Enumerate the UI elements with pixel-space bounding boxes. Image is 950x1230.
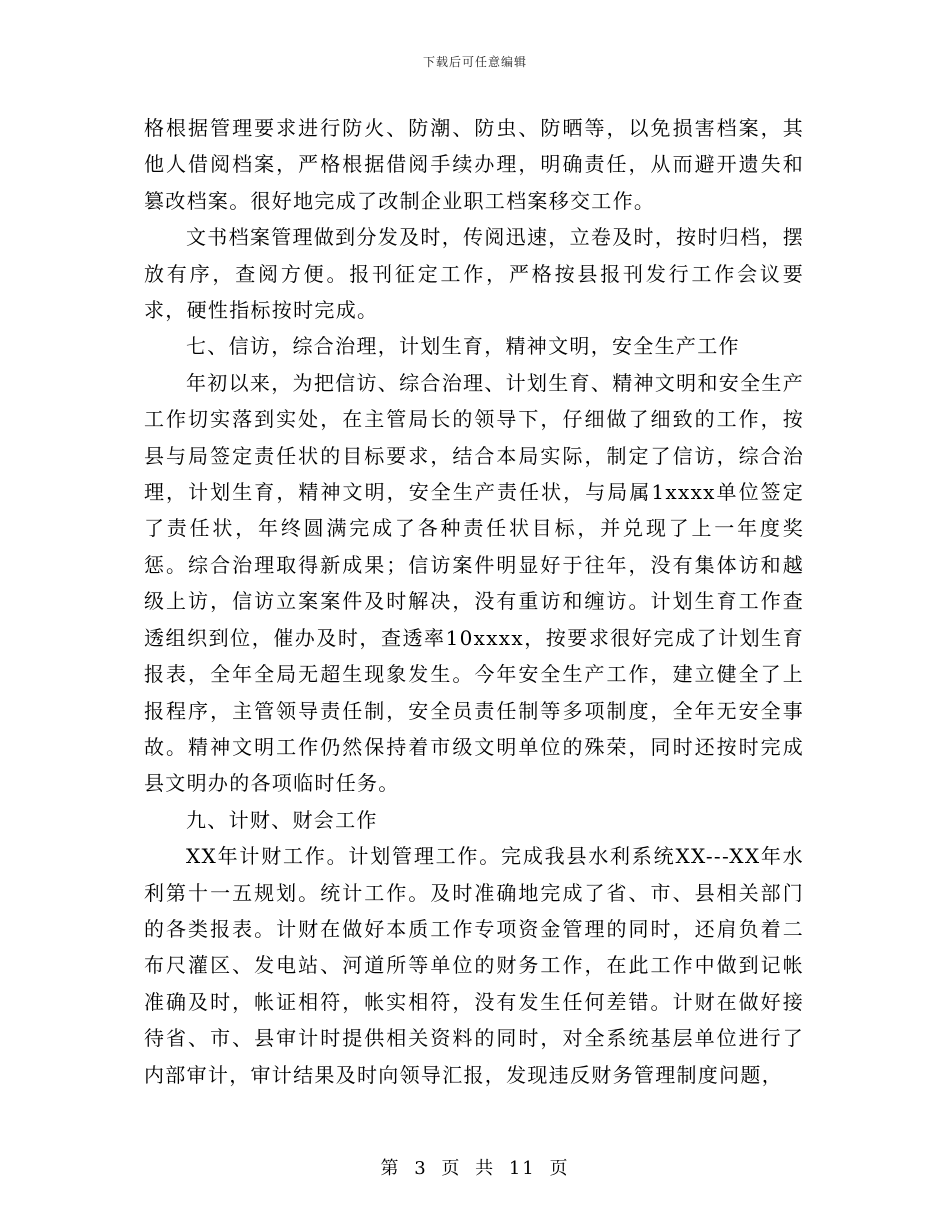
paragraph-finance-work: XX年计财工作。计划管理工作。完成我县水利系统XX---XX年水利第十一五规划。统计工作。及时准确地完成了省、市、县相关部门的各类报表。计财在做好本质工作专项资金管理的同时，还肩负着二布尺灌区、发电站、河道所等单位的财务工作，在此工作中做到记帐准确及时，帐证相符，帐实相符，没有发生任何差错。计财在做好接待省、市、县审计时提供相关资料的同时，对全系统基层单位进行了内部审计，审计结果及时向领导汇报，发现违反财务管理制度问题， — [144, 844, 804, 1087]
paragraph-archive-protection: 格根据管理要求进行防火、防潮、防虫、防晒等，以免损害档案，其他人借阅档案，严格根据借阅手续办理，明确责任，从而避开遗失和篡改档案。很好地完成了改制企业职工档案移交工作。 — [144, 116, 804, 213]
document-body — [144, 110, 804, 1093]
section-heading-petition: 七、信访，综合治理，计划生育，精神文明，安全生产工作 — [186, 334, 740, 359]
page-header: 下载后可任意编辑 — [422, 55, 527, 69]
paragraph-petition-work: 年初以来，为把信访、综合治理、计划生育、精神文明和安全生产工作切实落到实处，在主管局长的领导下，仔细做了细致的工作，按县与局签定责任状的目标要求，结合本局实际，制定了信访，综合治理，计划生育，精神文明，安全生产责任状，与局属1xxxx单位签定了责任状，年终圆满完成了各种责任状目标，并兑现了上一年度奖惩。综合治理取得新成果；信访案件明显好于往年，没有集体访和越级上访，信访立案案件及时解决，没有重访和缠访。计划生育工作查透组织到位，催办及时，查透率10xxxx，按要求很好完成了计划生育报表，全年全局无超生现象发生。今年安全生产工作，建立健全了上报程序，主管领导责任制，安全员责任制等多项制度，全年无安全事故。精神文明工作仍然保持着市级文明单位的殊荣，同时还按时完成县文明办的各项临时任务。 — [144, 370, 804, 796]
paragraph-document-archive: 文书档案管理做到分发及时，传阅迅速，立卷及时，按时归档，摆放有序，查阅方便。报刊征定工作，严格按县报刊发行工作会议要求，硬性指标按时完成。 — [144, 225, 804, 323]
page-number-footer: 第 3 页 共 11 页 — [380, 1158, 570, 1179]
section-heading-finance: 九、计财、财会工作 — [186, 807, 378, 832]
